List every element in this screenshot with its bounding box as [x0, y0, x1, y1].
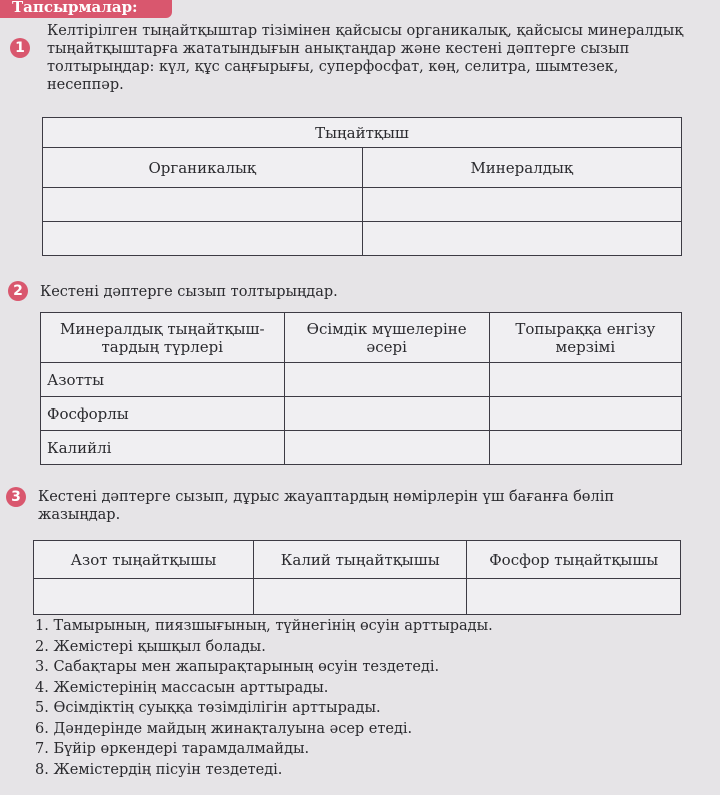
column-mineral-types: Минералдық тыңайтқыш- тардың түрлері: [41, 313, 285, 363]
fertilizer-table: [42, 117, 682, 256]
column-mineral: Минералдық: [362, 148, 682, 188]
table-cell: [34, 579, 254, 615]
list-item: 5. Өсімдіктің суыққа төзімділігін арттырады.: [35, 700, 381, 716]
table-cell: [489, 363, 681, 397]
task-3-text: Кестені дәптерге сызып, дұрыс жауаптардың нөмірлерін үш бағанға бөліп жазыңдар.: [38, 489, 615, 523]
list-item: 4. Жемістерінің массасын арттырады.: [35, 679, 329, 696]
task-1-text: Келтірілген тыңайтқыштар тізімінен қайсысы органикалық, қайсысы минералдық тыңайтқыштарға жататындығын анықтаңдар және кестені дәптерге сызып толтырыңдар: күл, құс саңғырығы, суперфосфат, көң, селитра, шымтезек, несеппәр.: [47, 23, 684, 93]
list-item: 2. Жемістері қышқыл болады.: [35, 638, 266, 655]
list-item: 8. Жемістердің пісуін тездетеді.: [35, 761, 283, 778]
fertilizer-table-header: Тыңайтқыш: [43, 118, 682, 148]
table-cell: [253, 579, 467, 615]
fertilizer-answers-table: [33, 540, 681, 615]
table-cell: [284, 431, 489, 465]
column-potassium: Калий тыңайтқышы: [253, 541, 467, 579]
table-cell: [362, 188, 682, 222]
list-item: 3. Сабақтары мен жапырақтарының өсуін тездетеді.: [35, 659, 440, 675]
column-nitrogen: Азот тыңайтқышы: [34, 541, 254, 579]
table-cell: [489, 397, 681, 431]
list-item: 1. Тамырының, пиязшығының, түйнегінің өсуін арттырады.: [35, 618, 493, 634]
mineral-types-table: [40, 312, 682, 465]
task-2-number: 2: [8, 281, 28, 301]
row-label-phosphorus: Фосфорлы: [41, 397, 285, 431]
table-cell: [284, 397, 489, 431]
column-effect: Өсімдік мүшелеріне әсері: [284, 313, 489, 363]
task-2-text: Кестені дәптерге сызып толтырыңдар.: [40, 284, 338, 300]
table-cell: [43, 222, 363, 256]
list-item: 7. Бүйір өркендері тарамдалмайды.: [35, 741, 310, 757]
table-cell: [43, 188, 363, 222]
column-organic: Органикалық: [43, 148, 363, 188]
row-label-potassium: Калийлі: [41, 431, 285, 465]
task-3-number: 3: [6, 487, 26, 507]
section-title: Тапсырмалар:: [0, 0, 172, 18]
column-application-time: Топыраққа енгізу мерзімі: [489, 313, 681, 363]
column-phosphorus: Фосфор тыңайтқышы: [467, 541, 681, 579]
list-item: 6. Дәндерінде майдың жинақталуына әсер етеді.: [35, 720, 413, 737]
task-1-number: 1: [10, 38, 30, 58]
table-cell: [467, 579, 681, 615]
table-cell: [284, 363, 489, 397]
answer-list: [35, 616, 493, 780]
row-label-nitrogen: Азотты: [41, 363, 285, 397]
table-cell: [362, 222, 682, 256]
table-cell: [489, 431, 681, 465]
